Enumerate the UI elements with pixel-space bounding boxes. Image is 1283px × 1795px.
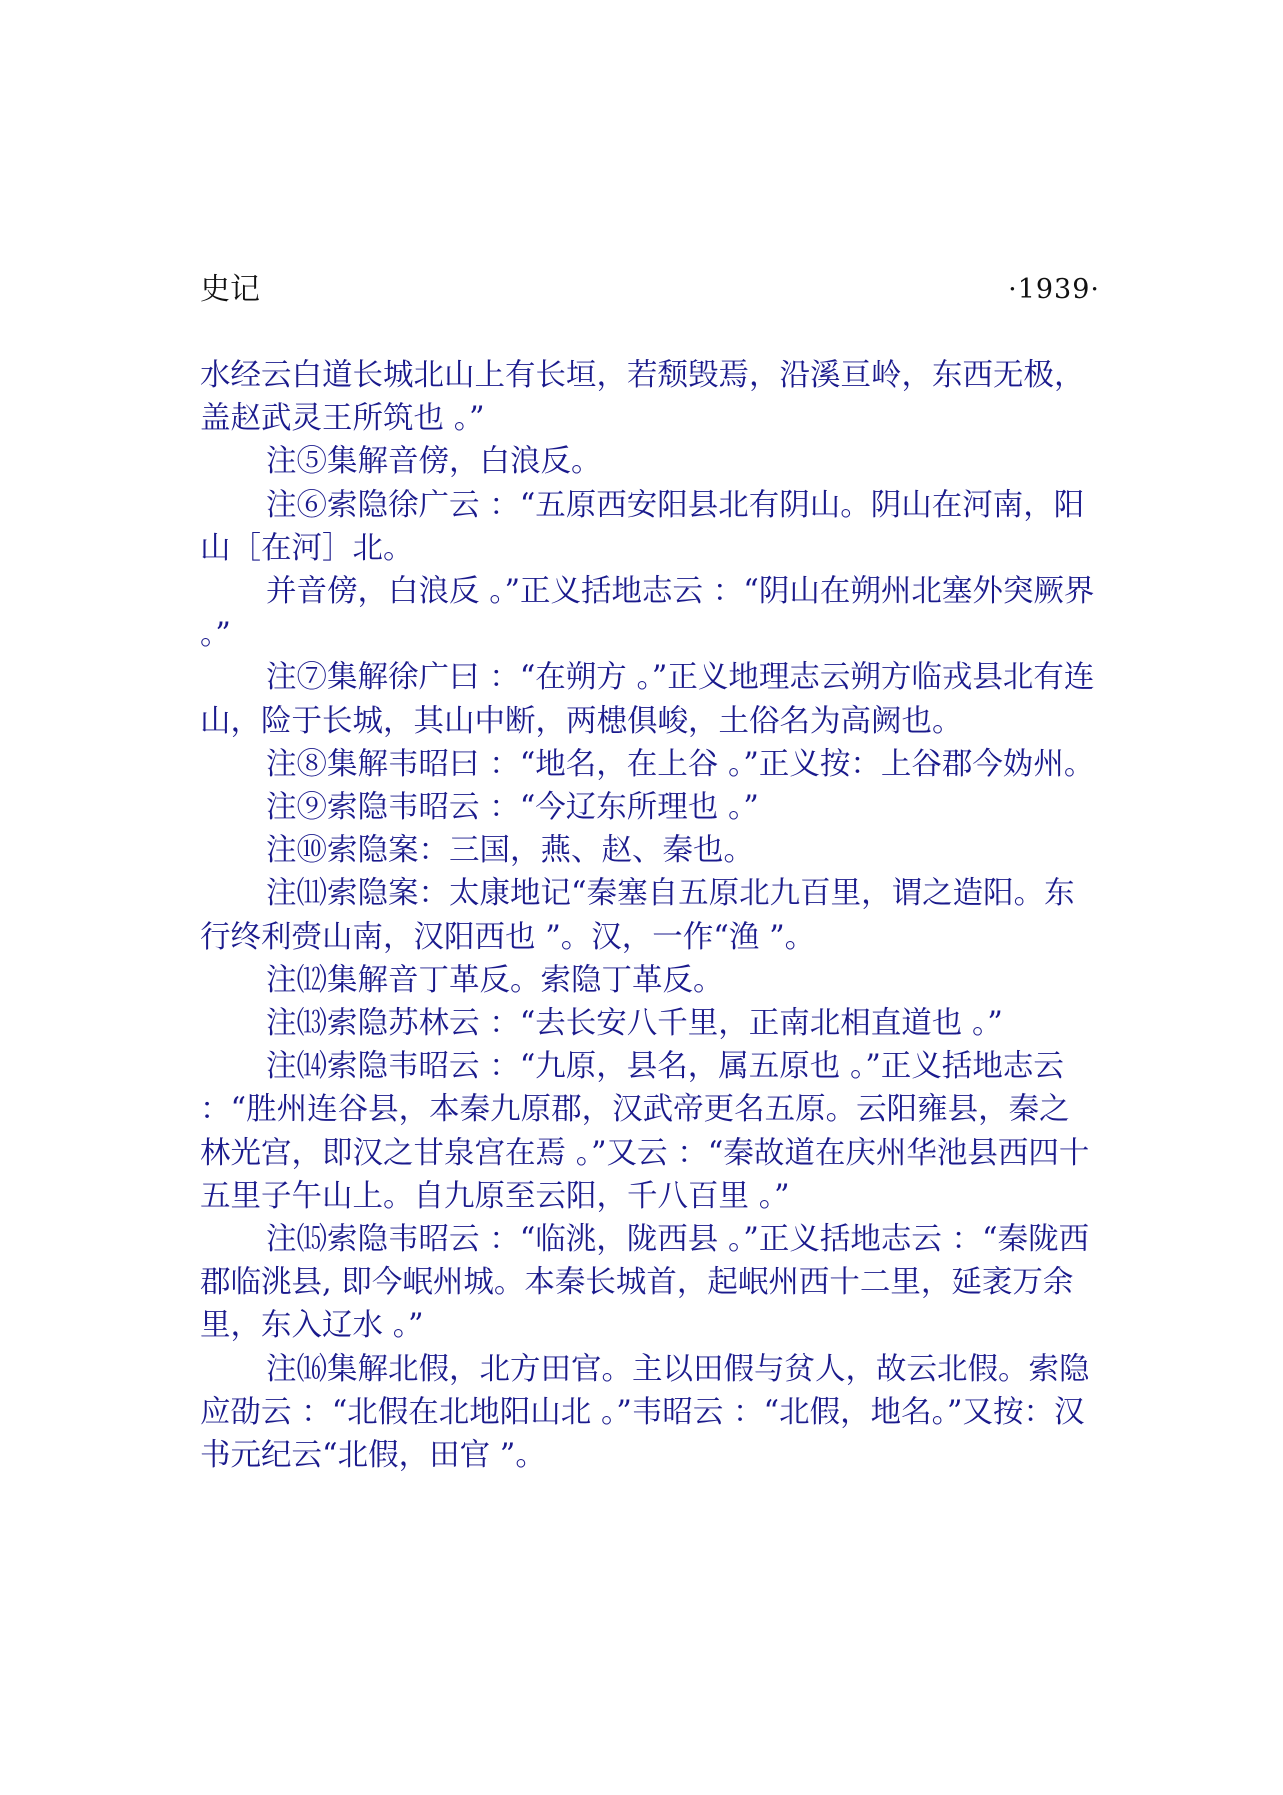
paragraph: 注⑧集解韦昭曰 ：“地名，在上谷 。”正义按：上谷郡今妫州。 xyxy=(266,746,1095,782)
paragraph: 注⑿集解音丁革反。索隐丁革反。 xyxy=(266,962,724,998)
paragraph: 并音傍，白浪反 。”正义括地志云 ：“阴山在朔州北塞外突厥界 。” xyxy=(200,574,1095,653)
paragraph: 注⒂索隐韦昭云 ：“临洮，陇西县 。”正义括地志云 ：“秦陇西郡临洮县, 即今岷州城。本秦长城首，起岷州西十二里，延袤万余里，东入辽水 。” xyxy=(200,1222,1090,1344)
body-text xyxy=(200,354,1100,1477)
paragraph: 注⑩索隐案：三国，燕、赵、秦也。 xyxy=(266,833,754,869)
page-number: ·1939· xyxy=(1008,274,1100,305)
book-title: 史记 xyxy=(200,272,260,307)
paragraph: 注⑾索隐案：太康地记“秦塞自五原北九百里，谓之造阳。东行终利赍山南，汉阳西也 ”。汉，一作“渔 ”。 xyxy=(200,876,1075,955)
paragraph: 注⑥索隐徐广云 ：“五原西安阳县北有阴山。阴山在河南，阳山［在河］北。 xyxy=(200,487,1085,566)
paragraph: 注⒀索隐苏林云 ：“去长安八千里，正南北相直道也 。” xyxy=(266,1006,1003,1042)
paragraph: 水经云白道长城北山上有长垣，若颓毁焉，沿溪亘岭，东西无极，盖赵武灵王所筑也 。” xyxy=(200,358,1085,437)
page-header xyxy=(200,268,1100,312)
paragraph: 注⒃集解北假，北方田官。主以田假与贫人，故云北假。索隐应劭云 ：“北假在北地阳山北 。”韦昭云 ：“北假，地名。”又按：汉书元纪云“北假，田官 ”。 xyxy=(200,1351,1090,1474)
paragraph: 注⑤集解音傍，白浪反。 xyxy=(266,444,602,480)
paragraph: 注⑦集解徐广曰 ：“在朔方 。”正义地理志云朔方临戎县北有连山，险于长城，其山中断，两槵俱峻，土俗名为高阙也。 xyxy=(200,660,1095,739)
paragraph: 注⑨索隐韦昭云 ：“今辽东所理也 。” xyxy=(266,790,759,826)
paragraph: 注⒁索隐韦昭云 ：“九原，县名，属五原也 。”正义括地志云 ：“胜州连谷县，本秦九原郡，汉武帝更名五原。云阳雍县，秦之林光宫，即汉之甘泉宫在焉 。”又云 ：“秦故道在庆州华池县西四十五里子午山上。自九原至云阳，千八百里 。” xyxy=(200,1049,1090,1214)
